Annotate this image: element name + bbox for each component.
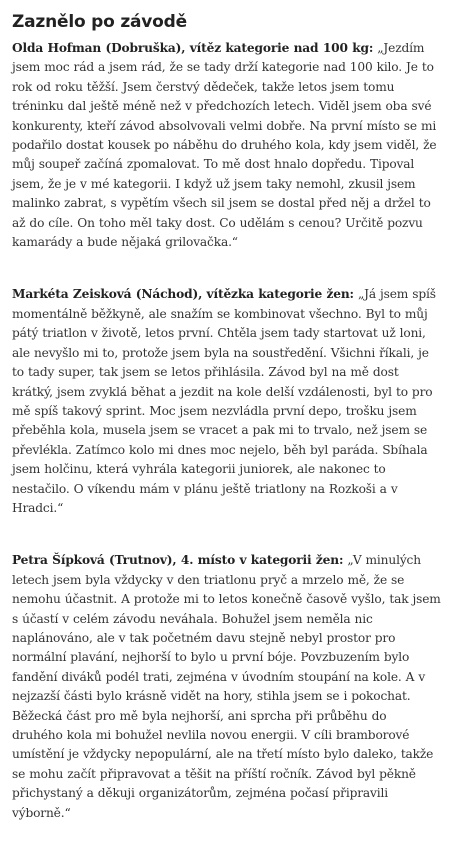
quote-speaker: Petra Šípková (Trutnov), 4. místo v kategorii žen: (12, 553, 344, 568)
quote-text: „V minulých letech jsem byla vždycky v den triatlonu pryč a mrzelo mě, že se nemohu účastnit. A protože mi to letos konečně časově vyšlo, tak jsem s účastí v celém závodu neváhala. Bohužel jsem neměla nic naplánováno, ale v tak početném davu stejně nebyl prostor pro normální plavání, nejhorší to bylo u první bóje. Povzbuzením bylo fandění diváků podél trati, zejména v úvodním stoupání na kole. A v nejzazší části bylo krásně vidět na hory, stihla jsem se i pokochat. Běžecká část pro mě byla nejhorší, ani sprcha při průběhu do druhého kola mi bohužel nevlila novou energii. V cíli bramborové umístění je vždycky nepopulární, ale na třetí místo bylo daleko, takže se mohu začít připravovat a těšit na příští ročník. Závod byl pěkně přichystaný a děkuji organizátorům, zejména počasí připravili výborně.“ (12, 553, 441, 820)
quote-paragraph (12, 551, 441, 823)
quote-paragraph (12, 39, 441, 252)
quote-speaker: Markéta Zeisková (Náchod), vítězka kategorie žen: (12, 287, 354, 302)
quote-text: „Jezdím jsem moc rád a jsem rád, že se tady drží kategorie nad 100 kilo. Je to rok od roku těžší. Jsem čerstvý dědeček, takže letos jsem tomu tréninku dal ještě méně než v předchozích letech. Viděl jsem oba své konkurenty, kteří závod absolvovali velmi dobře. Na první místo se mi podařilo dostat kousek po náběhu do druhého kola, kdy jsem viděl, že můj soupeř začíná zpomalovat. To mě dost hnalo dopředu. Tipoval jsem, že je v mé kategorii. I když už jsem taky nemohl, zkusil jsem malinko zabrat, s vypětím všech sil jsem se dostal před něj a držel to až do cíle. On toho měl taky dost. Co udělám s cenou? Určitě pozvu kamarády a bude nějaká grilovačka.“ (12, 41, 437, 250)
article-heading: Zaznělo po závodě (12, 12, 187, 32)
quote-paragraph (12, 285, 441, 518)
quote-text: „Já jsem spíš momentálně běžkyně, ale snažím se kombinovat všechno. Byl to můj pátý triatlon v životě, letos první. Chtěla jsem tady startovat už loni, ale nevyšlo mi to, protože jsem byla na soustředění. Všichni říkali, je to tady super, tak jsem se letos přihlásila. Závod byl na mě dost krátký, jsem zvyklá běhat a jezdit na kole delší vzdálenosti, byl to pro mě spíš takový sprint. Moc jsem nezvládla první depo, trošku jsem přeběhla kola, musela jsem se vracet a pak mi to trvalo, než jsem se převlékla. Zatímco kolo mi dnes moc nejelo, běh byl paráda. Sbíhala jsem holčinu, která vyhrála kategorii juniorek, ale nakonec to nestačilo. O víkendu mám v plánu ještě triatlony na Rozkoši a v Hradci.“ (12, 287, 436, 515)
quote-speaker: Olda Hofman (Dobruška), vítěz kategorie nad 100 kg: (12, 41, 374, 55)
